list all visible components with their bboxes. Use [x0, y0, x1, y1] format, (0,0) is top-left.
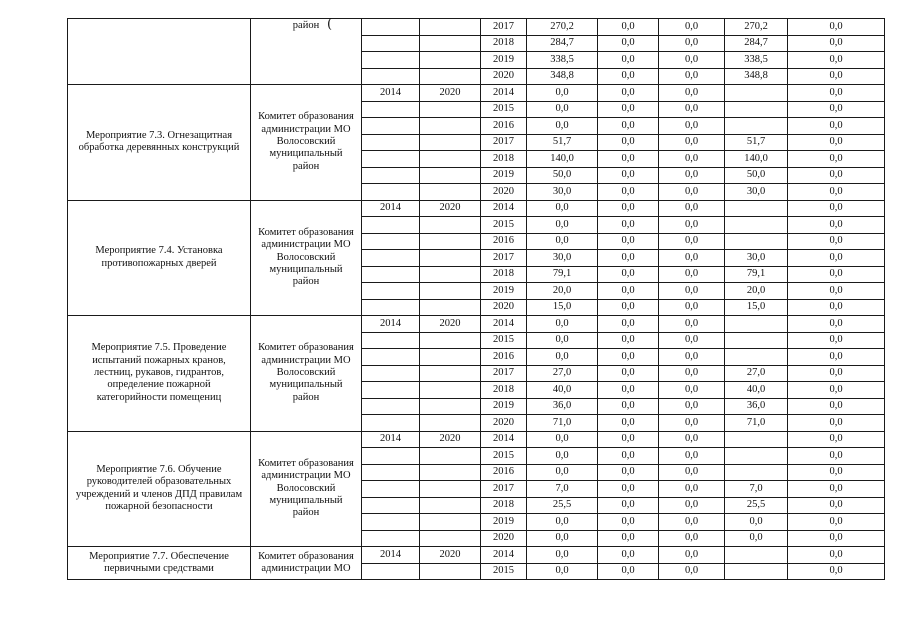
local-cell: 51,7 — [725, 134, 788, 151]
federal-cell: 0,0 — [598, 85, 659, 102]
executor-cell: Комитет образования администрации МО Волосовский муниципальный район — [251, 431, 362, 547]
total-cell: 0,0 — [527, 85, 598, 102]
end-year-cell — [420, 563, 481, 580]
end-year-cell: 2020 — [420, 431, 481, 448]
regional-cell: 0,0 — [659, 101, 725, 118]
start-year-cell: 2014 — [362, 431, 420, 448]
start-year-cell — [362, 398, 420, 415]
local-cell — [725, 233, 788, 250]
local-cell — [725, 101, 788, 118]
end-year-cell — [420, 35, 481, 52]
federal-cell: 0,0 — [598, 316, 659, 333]
other-cell: 0,0 — [788, 184, 885, 201]
start-year-cell — [362, 365, 420, 382]
other-cell: 0,0 — [788, 233, 885, 250]
table-row — [68, 200, 885, 217]
end-year-cell — [420, 398, 481, 415]
start-year-cell: 2014 — [362, 85, 420, 102]
end-year-cell — [420, 68, 481, 85]
total-cell: 71,0 — [527, 415, 598, 432]
measure-name-cell: Мероприятие 7.6. Обучение руководителей образовательных учреждений и членов ДПД правилам пожарной безопасности — [68, 431, 251, 547]
other-cell: 0,0 — [788, 481, 885, 498]
year-cell: 2019 — [481, 514, 527, 531]
regional-cell: 0,0 — [659, 547, 725, 564]
other-cell: 0,0 — [788, 250, 885, 267]
year-cell: 2014 — [481, 200, 527, 217]
local-cell: 7,0 — [725, 481, 788, 498]
federal-cell: 0,0 — [598, 200, 659, 217]
total-cell: 348,8 — [527, 68, 598, 85]
start-year-cell — [362, 415, 420, 432]
year-cell: 2018 — [481, 35, 527, 52]
regional-cell: 0,0 — [659, 332, 725, 349]
year-cell: 2020 — [481, 299, 527, 316]
end-year-cell — [420, 481, 481, 498]
executor-cell: Комитет образования администрации МО Волосовский муниципальный район — [251, 200, 362, 316]
local-cell — [725, 547, 788, 564]
executor-cell: Комитет образования администрации МО Волосовский муниципальный район — [251, 85, 362, 201]
total-cell: 0,0 — [527, 349, 598, 366]
other-cell: 0,0 — [788, 68, 885, 85]
start-year-cell — [362, 563, 420, 580]
start-year-cell — [362, 233, 420, 250]
other-cell: 0,0 — [788, 382, 885, 399]
year-cell: 2019 — [481, 398, 527, 415]
other-cell: 0,0 — [788, 530, 885, 547]
end-year-cell — [420, 448, 481, 465]
local-cell: 36,0 — [725, 398, 788, 415]
regional-cell: 0,0 — [659, 283, 725, 300]
total-cell: 0,0 — [527, 464, 598, 481]
year-cell: 2016 — [481, 233, 527, 250]
year-cell: 2016 — [481, 118, 527, 135]
other-cell: 0,0 — [788, 514, 885, 531]
end-year-cell — [420, 299, 481, 316]
end-year-cell — [420, 101, 481, 118]
federal-cell: 0,0 — [598, 184, 659, 201]
year-cell: 2017 — [481, 250, 527, 267]
total-cell: 338,5 — [527, 52, 598, 69]
start-year-cell: 2014 — [362, 200, 420, 217]
federal-cell: 0,0 — [598, 514, 659, 531]
end-year-cell — [420, 332, 481, 349]
local-cell: 50,0 — [725, 167, 788, 184]
start-year-cell — [362, 382, 420, 399]
local-cell — [725, 85, 788, 102]
regional-cell: 0,0 — [659, 448, 725, 465]
local-cell: 30,0 — [725, 184, 788, 201]
other-cell: 0,0 — [788, 365, 885, 382]
regional-cell: 0,0 — [659, 233, 725, 250]
measure-name-cell: Мероприятие 7.4. Установка противопожарных дверей — [68, 200, 251, 316]
end-year-cell — [420, 19, 481, 36]
regional-cell: 0,0 — [659, 200, 725, 217]
end-year-cell — [420, 151, 481, 168]
start-year-cell — [362, 19, 420, 36]
total-cell: 15,0 — [527, 299, 598, 316]
year-cell: 2020 — [481, 415, 527, 432]
end-year-cell — [420, 514, 481, 531]
total-cell: 0,0 — [527, 431, 598, 448]
start-year-cell — [362, 283, 420, 300]
start-year-cell — [362, 151, 420, 168]
total-cell: 0,0 — [527, 547, 598, 564]
total-cell: 0,0 — [527, 101, 598, 118]
federal-cell: 0,0 — [598, 19, 659, 36]
start-year-cell — [362, 134, 420, 151]
other-cell: 0,0 — [788, 85, 885, 102]
regional-cell: 0,0 — [659, 563, 725, 580]
local-cell: 71,0 — [725, 415, 788, 432]
federal-cell: 0,0 — [598, 167, 659, 184]
federal-cell: 0,0 — [598, 101, 659, 118]
regional-cell: 0,0 — [659, 217, 725, 234]
federal-cell: 0,0 — [598, 497, 659, 514]
other-cell: 0,0 — [788, 118, 885, 135]
regional-cell: 0,0 — [659, 68, 725, 85]
start-year-cell — [362, 514, 420, 531]
other-cell: 0,0 — [788, 200, 885, 217]
total-cell: 0,0 — [527, 563, 598, 580]
local-cell — [725, 563, 788, 580]
total-cell: 0,0 — [527, 514, 598, 531]
year-cell: 2019 — [481, 52, 527, 69]
table-row — [68, 547, 885, 564]
federal-cell: 0,0 — [598, 398, 659, 415]
start-year-cell — [362, 217, 420, 234]
federal-cell: 0,0 — [598, 547, 659, 564]
table-row — [68, 85, 885, 102]
year-cell: 2015 — [481, 448, 527, 465]
other-cell: 0,0 — [788, 217, 885, 234]
end-year-cell — [420, 250, 481, 267]
total-cell: 0,0 — [527, 448, 598, 465]
end-year-cell — [420, 464, 481, 481]
regional-cell: 0,0 — [659, 481, 725, 498]
end-year-cell — [420, 217, 481, 234]
other-cell: 0,0 — [788, 101, 885, 118]
end-year-cell — [420, 349, 481, 366]
regional-cell: 0,0 — [659, 464, 725, 481]
local-cell: 140,0 — [725, 151, 788, 168]
year-cell: 2017 — [481, 481, 527, 498]
year-cell: 2019 — [481, 283, 527, 300]
total-cell: 27,0 — [527, 365, 598, 382]
end-year-cell — [420, 266, 481, 283]
regional-cell: 0,0 — [659, 382, 725, 399]
year-cell: 2017 — [481, 365, 527, 382]
federal-cell: 0,0 — [598, 283, 659, 300]
year-cell: 2014 — [481, 431, 527, 448]
start-year-cell — [362, 250, 420, 267]
year-cell: 2015 — [481, 217, 527, 234]
total-cell: 79,1 — [527, 266, 598, 283]
total-cell: 30,0 — [527, 250, 598, 267]
regional-cell: 0,0 — [659, 415, 725, 432]
table-row — [68, 19, 885, 36]
year-cell: 2018 — [481, 382, 527, 399]
federal-cell: 0,0 — [598, 134, 659, 151]
local-cell: 79,1 — [725, 266, 788, 283]
start-year-cell — [362, 101, 420, 118]
other-cell: 0,0 — [788, 431, 885, 448]
start-year-cell — [362, 481, 420, 498]
other-cell: 0,0 — [788, 349, 885, 366]
end-year-cell: 2020 — [420, 316, 481, 333]
other-cell: 0,0 — [788, 332, 885, 349]
year-cell: 2014 — [481, 316, 527, 333]
total-cell: 50,0 — [527, 167, 598, 184]
local-cell — [725, 200, 788, 217]
start-year-cell — [362, 266, 420, 283]
federal-cell: 0,0 — [598, 217, 659, 234]
federal-cell: 0,0 — [598, 382, 659, 399]
regional-cell: 0,0 — [659, 184, 725, 201]
year-cell: 2017 — [481, 19, 527, 36]
end-year-cell — [420, 118, 481, 135]
local-cell — [725, 118, 788, 135]
regional-cell: 0,0 — [659, 151, 725, 168]
total-cell: 40,0 — [527, 382, 598, 399]
total-cell: 284,7 — [527, 35, 598, 52]
federal-cell: 0,0 — [598, 299, 659, 316]
local-cell: 270,2 — [725, 19, 788, 36]
regional-cell: 0,0 — [659, 299, 725, 316]
federal-cell: 0,0 — [598, 563, 659, 580]
start-year-cell — [362, 530, 420, 547]
local-cell: 30,0 — [725, 250, 788, 267]
total-cell: 20,0 — [527, 283, 598, 300]
other-cell: 0,0 — [788, 563, 885, 580]
total-cell: 0,0 — [527, 217, 598, 234]
total-cell: 30,0 — [527, 184, 598, 201]
end-year-cell — [420, 184, 481, 201]
federal-cell: 0,0 — [598, 349, 659, 366]
year-cell: 2018 — [481, 266, 527, 283]
local-cell: 0,0 — [725, 530, 788, 547]
regional-cell: 0,0 — [659, 118, 725, 135]
regional-cell: 0,0 — [659, 19, 725, 36]
table-row — [68, 431, 885, 448]
local-cell: 27,0 — [725, 365, 788, 382]
start-year-cell: 2014 — [362, 316, 420, 333]
year-cell: 2018 — [481, 497, 527, 514]
total-cell: 0,0 — [527, 530, 598, 547]
program-table — [67, 18, 885, 580]
other-cell: 0,0 — [788, 134, 885, 151]
end-year-cell — [420, 233, 481, 250]
local-cell — [725, 431, 788, 448]
end-year-cell — [420, 530, 481, 547]
total-cell: 0,0 — [527, 233, 598, 250]
start-year-cell — [362, 332, 420, 349]
executor-cell: Комитет образования администрации МО Волосовский муниципальный район — [251, 316, 362, 432]
federal-cell: 0,0 — [598, 530, 659, 547]
start-year-cell — [362, 52, 420, 69]
local-cell: 25,5 — [725, 497, 788, 514]
end-year-cell — [420, 283, 481, 300]
end-year-cell: 2020 — [420, 85, 481, 102]
local-cell — [725, 316, 788, 333]
measure-name-cell: Мероприятие 7.3. Огнезащитная обработка деревянных конструкций — [68, 85, 251, 201]
other-cell: 0,0 — [788, 398, 885, 415]
federal-cell: 0,0 — [598, 35, 659, 52]
federal-cell: 0,0 — [598, 52, 659, 69]
executor-cell: Комитет образования администрации МО — [251, 547, 362, 580]
start-year-cell — [362, 184, 420, 201]
total-cell: 0,0 — [527, 200, 598, 217]
regional-cell: 0,0 — [659, 497, 725, 514]
year-cell: 2018 — [481, 151, 527, 168]
regional-cell: 0,0 — [659, 134, 725, 151]
total-cell: 270,2 — [527, 19, 598, 36]
other-cell: 0,0 — [788, 497, 885, 514]
end-year-cell — [420, 167, 481, 184]
regional-cell: 0,0 — [659, 431, 725, 448]
measure-name-cell: Мероприятие 7.5. Проведение испытаний пожарных кранов, лестниц, рукавов, гидрантов, определение пожарной категорийности помещениц — [68, 316, 251, 432]
local-cell: 348,8 — [725, 68, 788, 85]
federal-cell: 0,0 — [598, 332, 659, 349]
year-cell: 2020 — [481, 68, 527, 85]
total-cell: 25,5 — [527, 497, 598, 514]
year-cell: 2015 — [481, 332, 527, 349]
year-cell: 2019 — [481, 167, 527, 184]
start-year-cell — [362, 448, 420, 465]
total-cell: 7,0 — [527, 481, 598, 498]
total-cell: 0,0 — [527, 316, 598, 333]
end-year-cell: 2020 — [420, 547, 481, 564]
federal-cell: 0,0 — [598, 68, 659, 85]
local-cell — [725, 448, 788, 465]
federal-cell: 0,0 — [598, 151, 659, 168]
federal-cell: 0,0 — [598, 266, 659, 283]
end-year-cell — [420, 382, 481, 399]
year-cell: 2016 — [481, 349, 527, 366]
other-cell: 0,0 — [788, 35, 885, 52]
federal-cell: 0,0 — [598, 233, 659, 250]
start-year-cell — [362, 464, 420, 481]
year-cell: 2020 — [481, 530, 527, 547]
end-year-cell — [420, 415, 481, 432]
federal-cell: 0,0 — [598, 431, 659, 448]
federal-cell: 0,0 — [598, 250, 659, 267]
local-cell: 338,5 — [725, 52, 788, 69]
regional-cell: 0,0 — [659, 365, 725, 382]
federal-cell: 0,0 — [598, 448, 659, 465]
federal-cell: 0,0 — [598, 118, 659, 135]
year-cell: 2020 — [481, 184, 527, 201]
start-year-cell — [362, 299, 420, 316]
handwritten-mark: ( — [327, 17, 333, 32]
end-year-cell: 2020 — [420, 200, 481, 217]
local-cell — [725, 464, 788, 481]
other-cell: 0,0 — [788, 283, 885, 300]
start-year-cell — [362, 35, 420, 52]
year-cell: 2016 — [481, 464, 527, 481]
executor-cell: район — [251, 19, 362, 85]
regional-cell: 0,0 — [659, 398, 725, 415]
local-cell — [725, 217, 788, 234]
end-year-cell — [420, 52, 481, 69]
other-cell: 0,0 — [788, 316, 885, 333]
total-cell: 0,0 — [527, 332, 598, 349]
other-cell: 0,0 — [788, 52, 885, 69]
total-cell: 36,0 — [527, 398, 598, 415]
other-cell: 0,0 — [788, 266, 885, 283]
start-year-cell — [362, 349, 420, 366]
table-body — [68, 19, 885, 580]
regional-cell: 0,0 — [659, 316, 725, 333]
federal-cell: 0,0 — [598, 481, 659, 498]
regional-cell: 0,0 — [659, 167, 725, 184]
local-cell: 20,0 — [725, 283, 788, 300]
start-year-cell: 2014 — [362, 547, 420, 564]
year-cell: 2015 — [481, 563, 527, 580]
federal-cell: 0,0 — [598, 464, 659, 481]
other-cell: 0,0 — [788, 415, 885, 432]
regional-cell: 0,0 — [659, 349, 725, 366]
start-year-cell — [362, 497, 420, 514]
year-cell: 2014 — [481, 547, 527, 564]
federal-cell: 0,0 — [598, 415, 659, 432]
local-cell — [725, 349, 788, 366]
other-cell: 0,0 — [788, 19, 885, 36]
year-cell: 2017 — [481, 134, 527, 151]
total-cell: 140,0 — [527, 151, 598, 168]
table-row — [68, 316, 885, 333]
regional-cell: 0,0 — [659, 530, 725, 547]
other-cell: 0,0 — [788, 547, 885, 564]
local-cell — [725, 332, 788, 349]
regional-cell: 0,0 — [659, 52, 725, 69]
measure-name-cell — [68, 19, 251, 85]
start-year-cell — [362, 118, 420, 135]
regional-cell: 0,0 — [659, 250, 725, 267]
regional-cell: 0,0 — [659, 514, 725, 531]
local-cell: 284,7 — [725, 35, 788, 52]
other-cell: 0,0 — [788, 167, 885, 184]
local-cell: 40,0 — [725, 382, 788, 399]
start-year-cell — [362, 68, 420, 85]
start-year-cell — [362, 167, 420, 184]
other-cell: 0,0 — [788, 151, 885, 168]
regional-cell: 0,0 — [659, 35, 725, 52]
end-year-cell — [420, 134, 481, 151]
end-year-cell — [420, 365, 481, 382]
regional-cell: 0,0 — [659, 85, 725, 102]
federal-cell: 0,0 — [598, 365, 659, 382]
local-cell: 0,0 — [725, 514, 788, 531]
year-cell: 2014 — [481, 85, 527, 102]
local-cell: 15,0 — [725, 299, 788, 316]
other-cell: 0,0 — [788, 464, 885, 481]
other-cell: 0,0 — [788, 299, 885, 316]
end-year-cell — [420, 497, 481, 514]
measure-name-cell: Мероприятие 7.7. Обеспечение первичными средствами — [68, 547, 251, 580]
other-cell: 0,0 — [788, 448, 885, 465]
total-cell: 51,7 — [527, 134, 598, 151]
year-cell: 2015 — [481, 101, 527, 118]
regional-cell: 0,0 — [659, 266, 725, 283]
total-cell: 0,0 — [527, 118, 598, 135]
